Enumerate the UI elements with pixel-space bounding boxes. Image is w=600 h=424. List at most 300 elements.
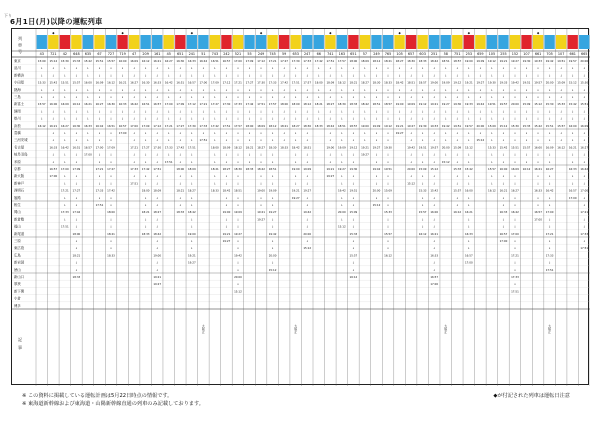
pass-cell: ↓ xyxy=(548,95,551,99)
pass-cell: ↓ xyxy=(571,116,574,121)
train-number: 249 xyxy=(373,52,380,57)
time-cell: 18:33 xyxy=(349,102,358,107)
pass-cell: ↓ xyxy=(52,66,55,71)
pass-cell: ↓ xyxy=(156,66,159,71)
pass-cell: ↓ xyxy=(340,66,343,71)
time-cell: 18:00 xyxy=(280,102,289,107)
time-cell: 17:21 xyxy=(268,59,277,63)
pass-cell: ↓ xyxy=(190,224,193,229)
caution-mark: ◆ xyxy=(536,31,540,36)
station-name: 熱海 xyxy=(14,87,21,92)
pass-cell: ↓ xyxy=(167,73,170,78)
train-type-chip xyxy=(106,35,116,49)
train-number: 152 xyxy=(511,52,519,57)
station-name: 小倉 xyxy=(14,296,21,301)
pass-cell: ↓ xyxy=(121,66,124,71)
time-cell: 19:27 xyxy=(511,59,519,63)
time-cell: 17:21 xyxy=(511,253,519,258)
pass-cell: ↓ xyxy=(259,66,263,71)
time-cell: 16:57 xyxy=(430,275,439,279)
pass-cell: ↓ xyxy=(502,87,505,92)
pass-cell: ↓ xyxy=(352,159,355,164)
pass-cell: ↓ xyxy=(259,95,263,99)
pass-cell: ↓ xyxy=(490,66,494,71)
pass-cell: ↓ xyxy=(283,73,286,78)
pass-cell: ↓ xyxy=(490,73,494,78)
pass-cell: ↓ xyxy=(386,131,390,135)
pass-cell: ↓ xyxy=(479,73,482,78)
time-cell: 18:33 xyxy=(141,231,150,236)
train-number: 42 xyxy=(62,52,68,57)
time-cell: 19:12 xyxy=(384,123,392,128)
time-cell: 18:00 xyxy=(349,59,358,63)
pass-cell: ↓ xyxy=(132,109,136,114)
pass-cell: ↓ xyxy=(352,181,355,186)
time-cell: 19:00 xyxy=(222,210,231,215)
station-name: 豊橋 xyxy=(14,131,21,135)
time-cell: 19:21 xyxy=(464,80,473,85)
time-cell: 19:42 xyxy=(268,231,277,236)
pass-cell: ↓ xyxy=(109,174,113,179)
time-cell: 16:12 xyxy=(349,275,358,279)
time-cell: 19:27 xyxy=(291,195,300,200)
pass-cell: ↓ xyxy=(490,95,494,99)
train-type-chip xyxy=(406,35,416,49)
time-cell: 16:42 xyxy=(130,102,138,107)
time-cell: 16:57 xyxy=(222,59,231,63)
time-cell: 19:21 xyxy=(395,123,404,128)
time-cell: 19:21 xyxy=(257,210,265,215)
time-cell: 19:27 xyxy=(361,152,369,157)
pass-cell: ↓ xyxy=(502,95,505,99)
pass-cell: ↓ xyxy=(363,73,367,78)
pass-cell: ↓ xyxy=(52,73,55,78)
pass-cell: ↓ xyxy=(271,131,274,135)
time-cell: 18:09 xyxy=(291,102,300,107)
train-type-chip xyxy=(452,35,462,49)
pass-cell: ↓ xyxy=(340,109,343,114)
pass-cell: ↓ xyxy=(513,131,517,135)
pass-cell: ↓ xyxy=(502,138,505,143)
time-cell: 15:12 xyxy=(303,246,312,251)
pass-cell: ↓ xyxy=(502,203,505,207)
pass-cell: ↓ xyxy=(571,181,574,186)
pass-cell: ↓ xyxy=(329,152,332,157)
time-cell: 17:51 xyxy=(545,267,554,272)
pass-cell: ↓ xyxy=(548,181,551,186)
time-cell: 17:30 xyxy=(291,59,300,63)
pass-cell: ↓ xyxy=(236,87,240,92)
pass-cell: ↓ xyxy=(329,131,332,135)
pass-cell: ↓ xyxy=(375,195,378,200)
station-name: 新富士 xyxy=(14,102,25,107)
pass-cell: ↓ xyxy=(132,138,136,143)
time-cell: 19:27 xyxy=(268,210,277,215)
pass-cell: ↓ xyxy=(271,95,274,99)
pass-cell: ↓ xyxy=(329,87,332,92)
pass-cell: ↓ xyxy=(75,239,78,243)
pass-cell: ↓ xyxy=(179,159,182,164)
time-cell: 17:12 xyxy=(257,59,265,63)
pass-cell: ↓ xyxy=(190,159,193,164)
pass-cell: ↓ xyxy=(75,203,78,207)
pass-cell: ↓ xyxy=(340,159,343,164)
pass-cell: ↓ xyxy=(98,109,101,114)
train-number: 57 xyxy=(362,52,368,57)
train-type-chip xyxy=(429,35,439,49)
pass-cell: ↓ xyxy=(259,159,263,164)
pass-cell: ↓ xyxy=(583,203,586,207)
time-cell: 15:57 xyxy=(349,253,358,258)
train-type-chip xyxy=(233,35,243,49)
pass-cell: ↓ xyxy=(294,159,297,164)
time-cell: 19:42 xyxy=(303,210,312,215)
pass-cell: ↓ xyxy=(421,152,424,157)
pass-cell: ↓ xyxy=(444,152,447,157)
time-cell: 17:57 xyxy=(234,123,242,128)
header-label: 車 xyxy=(18,42,22,48)
pass-cell: ↓ xyxy=(571,152,574,157)
pass-cell: ↓ xyxy=(144,217,147,222)
pass-cell: ↓ xyxy=(144,203,147,207)
pass-cell: ↓ xyxy=(548,152,551,157)
pass-cell: ↓ xyxy=(144,73,147,78)
pass-cell: ↓ xyxy=(421,217,424,222)
pass-cell: ↓ xyxy=(63,152,66,157)
time-cell: 17:09 xyxy=(72,167,81,171)
pass-cell: ↓ xyxy=(467,217,470,222)
pass-cell: ↓ xyxy=(132,131,136,135)
pass-cell: ↓ xyxy=(352,224,355,229)
header-label: 列 xyxy=(18,36,22,41)
time-cell: 18:42 xyxy=(291,145,300,150)
time-cell: 17:12 xyxy=(187,102,196,107)
time-cell: 16:12 xyxy=(107,80,115,85)
time-cell: 19:09 xyxy=(476,59,485,63)
train-number: 59 xyxy=(281,52,287,57)
pass-cell: ↓ xyxy=(513,66,517,71)
train-type-chip xyxy=(544,35,554,49)
pass-cell: ↓ xyxy=(317,73,320,78)
pass-cell: ↓ xyxy=(352,138,355,143)
pass-cell: ↓ xyxy=(306,87,309,92)
time-cell: 18:09 xyxy=(257,123,265,128)
pass-cell: ↓ xyxy=(109,95,113,99)
pass-cell: ↓ xyxy=(144,181,147,186)
pass-cell: ↓ xyxy=(259,116,263,121)
time-cell: 17:33 xyxy=(545,253,554,258)
time-cell: 20:00 xyxy=(234,275,242,279)
pass-cell: ↓ xyxy=(456,195,459,200)
pass-cell: ↓ xyxy=(421,224,424,229)
time-cell: 15:51 xyxy=(60,80,69,85)
pass-cell: ↓ xyxy=(63,181,66,186)
time-cell: 17:09 xyxy=(107,145,115,150)
time-cell: 18:42 xyxy=(153,231,162,236)
train-number: 661 xyxy=(534,52,542,57)
pass-cell: ↓ xyxy=(75,195,78,200)
pass-cell: ↓ xyxy=(548,174,551,179)
pass-cell: ↓ xyxy=(409,66,413,71)
pass-cell: ↓ xyxy=(467,138,470,143)
pass-cell: ↓ xyxy=(583,152,586,157)
pass-cell: ↓ xyxy=(98,95,101,99)
pass-cell: ↓ xyxy=(386,109,390,114)
pass-cell: ↓ xyxy=(248,66,251,71)
train-type-chip xyxy=(360,35,370,49)
pass-cell: ↓ xyxy=(109,116,113,121)
pass-cell: ↓ xyxy=(179,131,182,135)
pass-cell: ↓ xyxy=(236,246,240,251)
time-cell: 15:09 xyxy=(418,167,427,171)
time-cell: 19:12 xyxy=(349,145,358,150)
pass-cell: ↓ xyxy=(63,138,66,143)
train-number: 745 xyxy=(269,52,276,57)
time-cell: 17:09 xyxy=(176,102,185,107)
time-cell: 19:27 xyxy=(234,231,242,236)
pass-cell: ↓ xyxy=(109,131,113,135)
time-cell: 15:09 xyxy=(37,59,46,63)
pass-cell: ↓ xyxy=(502,217,505,222)
pass-cell: ↓ xyxy=(63,73,66,78)
time-cell: 16:42 xyxy=(199,59,208,63)
pass-cell: ↓ xyxy=(156,181,159,186)
time-cell: 15:12 xyxy=(534,102,542,107)
pass-cell: ↓ xyxy=(502,66,505,71)
pass-cell: ↓ xyxy=(560,131,563,135)
time-cell: 16:27 xyxy=(95,102,104,107)
time-cell: 19:27 xyxy=(372,145,381,150)
pass-cell: ↓ xyxy=(409,152,413,157)
pass-cell: ↓ xyxy=(490,87,494,92)
time-cell: 15:33 xyxy=(384,210,392,215)
train-type-chip xyxy=(441,35,451,49)
pass-cell: ↓ xyxy=(271,246,274,251)
pass-cell: ↓ xyxy=(340,152,343,157)
pass-cell: ↓ xyxy=(525,66,528,71)
train-number: 661 xyxy=(569,52,576,57)
pass-cell: ↓ xyxy=(329,95,332,99)
pass-cell: ↓ xyxy=(479,95,482,99)
time-cell: 16:57 xyxy=(499,231,508,236)
pass-cell: ↓ xyxy=(236,152,240,157)
time-cell: 19:27 xyxy=(187,260,196,265)
pass-cell: ↓ xyxy=(583,95,586,99)
caution-mark: ◆ xyxy=(190,31,194,36)
pass-cell: ↓ xyxy=(202,116,205,121)
time-cell: 18:57 xyxy=(418,80,427,85)
pass-cell: ↓ xyxy=(190,87,193,92)
time-cell: 17:00 xyxy=(464,260,473,265)
pass-cell: ↓ xyxy=(467,181,470,186)
time-cell: 16:00 xyxy=(499,167,508,171)
time-cell: 17:33 xyxy=(580,231,589,236)
time-cell: 17:00 xyxy=(545,210,554,215)
pass-cell: ↓ xyxy=(513,239,517,243)
pass-cell: ↓ xyxy=(121,87,124,92)
pass-cell: ↓ xyxy=(63,87,66,92)
time-cell: 16:00 xyxy=(118,59,127,63)
pass-cell: ↓ xyxy=(513,95,517,99)
time-cell: 15:42 xyxy=(568,102,577,107)
time-cell: 18:51 xyxy=(337,123,346,128)
train-type-chip xyxy=(187,35,197,49)
time-cell: 15:42 xyxy=(534,123,542,128)
time-cell: 17:42 xyxy=(141,167,150,171)
pass-cell: ↓ xyxy=(352,260,355,265)
pass-cell: ↓ xyxy=(479,66,482,71)
pass-cell: ↓ xyxy=(156,87,159,92)
pass-cell: ↓ xyxy=(513,260,517,265)
pass-cell: ↓ xyxy=(190,246,193,251)
time-cell: 18:21 xyxy=(107,231,115,236)
time-cell: 17:00 xyxy=(130,123,138,128)
time-cell: 15:09 xyxy=(453,145,462,150)
pass-cell: ↓ xyxy=(179,195,182,200)
time-cell: 18:00 xyxy=(314,80,323,85)
pass-cell: ↓ xyxy=(306,181,309,186)
pass-cell: ↓ xyxy=(294,87,297,92)
pass-cell: ↓ xyxy=(525,87,528,92)
pass-cell: ↓ xyxy=(63,159,66,164)
time-cell: 16:12 xyxy=(557,145,566,150)
time-cell: 18:00 xyxy=(72,231,81,236)
pass-cell: ↓ xyxy=(98,181,101,186)
time-cell: 18:27 xyxy=(326,102,335,107)
pass-cell: ↓ xyxy=(467,95,470,99)
train-number: 107 xyxy=(557,52,565,57)
pass-cell: ↓ xyxy=(502,224,505,229)
time-cell: 16:33 xyxy=(534,188,542,193)
time-cell: 20:00 xyxy=(580,59,589,63)
pass-cell: ↓ xyxy=(375,73,378,78)
pass-cell: ↓ xyxy=(144,131,147,135)
time-cell: 15:51 xyxy=(545,123,554,128)
pass-cell: ↓ xyxy=(294,73,297,78)
pass-cell: ↓ xyxy=(167,95,170,99)
time-cell: 19:09 xyxy=(407,102,415,107)
time-cell: 16:33 xyxy=(187,59,196,63)
time-cell: 17:12 xyxy=(153,123,162,128)
pass-cell: ↓ xyxy=(433,87,436,92)
time-cell: 19:21 xyxy=(291,188,300,193)
station-name: 新岩国 xyxy=(14,260,25,265)
pass-cell: ↓ xyxy=(421,181,424,186)
station-name: 徳山 xyxy=(14,267,21,272)
train-number: 51 xyxy=(201,52,206,57)
time-cell: 15:30 xyxy=(580,80,589,85)
pass-cell: ↓ xyxy=(75,138,78,143)
time-cell: 15:57 xyxy=(522,145,531,150)
pass-cell: ↓ xyxy=(386,73,390,78)
pass-cell: ↓ xyxy=(340,138,343,143)
pass-cell: ↓ xyxy=(213,73,217,78)
pass-cell: ↓ xyxy=(433,138,436,143)
pass-cell: ↓ xyxy=(98,116,101,121)
time-cell: 19:30 xyxy=(453,102,462,107)
pass-cell: ↓ xyxy=(456,131,459,135)
time-cell: 18:33 xyxy=(176,210,185,215)
pass-cell: ↓ xyxy=(352,109,355,114)
time-cell: 19:00 xyxy=(257,188,265,193)
pass-cell: ↓ xyxy=(317,66,320,71)
pass-cell: ↓ xyxy=(109,138,113,143)
time-cell: 17:00 xyxy=(580,188,589,193)
pass-cell: ↓ xyxy=(433,109,436,114)
time-cell: 15:57 xyxy=(107,59,115,63)
time-cell: 15:12 xyxy=(476,138,485,143)
pass-cell: ↓ xyxy=(536,195,540,200)
time-cell: 15:33 xyxy=(37,80,46,85)
pass-cell: ↓ xyxy=(560,109,563,114)
pass-cell: ↓ xyxy=(340,116,343,121)
pass-cell: ↓ xyxy=(132,174,136,179)
time-cell: 15:09 xyxy=(522,102,531,107)
time-cell: 19:51 xyxy=(384,167,392,171)
pass-cell: ↓ xyxy=(179,116,182,121)
time-cell: 19:12 xyxy=(488,59,496,63)
pass-cell: ↓ xyxy=(536,109,540,114)
pass-cell: ↓ xyxy=(236,282,240,287)
time-cell: 16:27 xyxy=(60,123,69,128)
time-cell: 19:00 xyxy=(361,123,369,128)
time-cell: 16:12 xyxy=(384,253,392,258)
pass-cell: ↓ xyxy=(144,152,147,157)
pass-cell: ↓ xyxy=(144,66,147,71)
footnotes xyxy=(22,392,204,408)
time-cell: 18:33 xyxy=(211,188,219,193)
time-cell: 18:21 xyxy=(280,123,289,128)
time-cell: 18:27 xyxy=(291,123,300,128)
pass-cell: ↓ xyxy=(502,174,505,179)
pass-cell: ↓ xyxy=(52,131,55,135)
time-cell: 16:00 xyxy=(49,102,58,107)
pass-cell: ↓ xyxy=(352,203,355,207)
pass-cell: ↓ xyxy=(352,246,355,251)
remark-note: 大阪止 xyxy=(293,324,298,334)
pass-cell: ↓ xyxy=(548,66,551,71)
pass-cell: ↓ xyxy=(52,87,55,92)
pass-cell: ↓ xyxy=(583,73,586,78)
pass-cell: ↓ xyxy=(444,131,447,135)
time-cell: 19:09 xyxy=(234,210,242,215)
time-cell: 16:21 xyxy=(499,188,508,193)
pass-cell: ↓ xyxy=(75,109,78,114)
pass-cell: ↓ xyxy=(156,195,159,200)
time-cell: 18:33 xyxy=(314,123,323,128)
pass-cell: ↓ xyxy=(421,159,424,164)
pass-cell: ↓ xyxy=(75,246,78,251)
time-cell: 19:27 xyxy=(326,174,335,179)
pass-cell: ↓ xyxy=(421,66,424,71)
time-cell: 17:21 xyxy=(130,145,138,150)
time-cell: 19:09 xyxy=(268,188,277,193)
pass-cell: ↓ xyxy=(490,138,494,143)
time-cell: 16:09 xyxy=(580,123,589,128)
pass-cell: ↓ xyxy=(271,203,274,207)
time-cell: 15:42 xyxy=(430,188,439,193)
train-number: 163 xyxy=(338,52,346,57)
pass-cell: ↓ xyxy=(467,159,470,164)
pass-cell: ↓ xyxy=(167,66,170,71)
pass-cell: ↓ xyxy=(525,152,528,157)
pass-cell: ↓ xyxy=(490,174,494,179)
train-type-chip xyxy=(533,35,543,49)
time-cell: 18:00 xyxy=(211,145,219,150)
pass-cell: ↓ xyxy=(259,152,263,157)
pass-cell: ↓ xyxy=(225,152,228,157)
pass-cell: ↓ xyxy=(433,73,436,78)
